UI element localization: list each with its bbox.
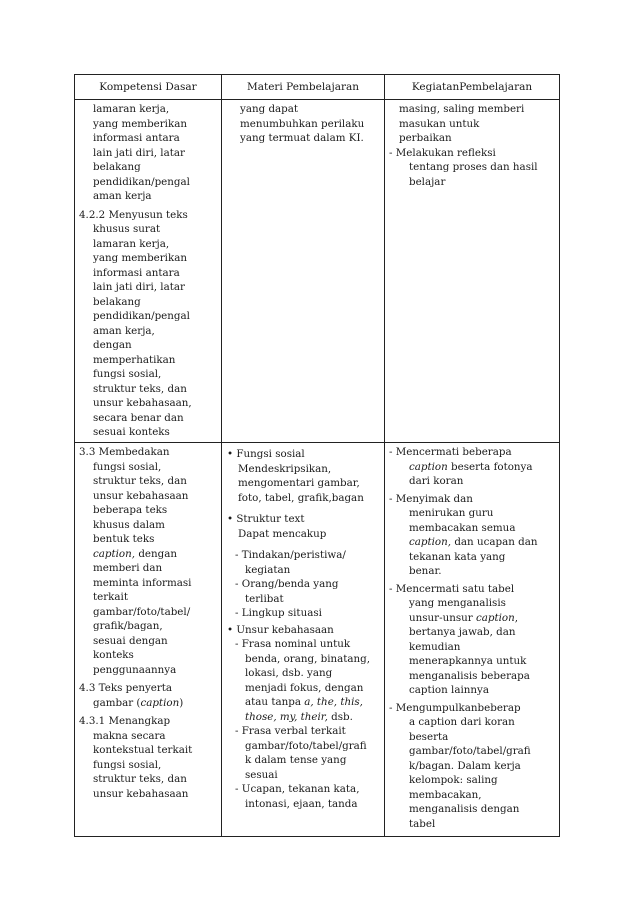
kd-4-3-1: 4.3.1 Menangkap makna secara kontekstual terkait fungsi sosial, struktur teks, dan unsur kebahasaan [79, 715, 193, 800]
kd-4-2-2: 4.2.2 Menyusun teks khusus surat lamaran kerja, yang memberikan informasi antara lain jati diri, latar belakang pendidikan/pengal aman kerja, dengan memperhatikan fungsi sosial, struktur teks, dan unsur kebahasaan, secara benar dan sesuai konteks [79, 208, 192, 438]
cell-kegiatan-pembelajaran [385, 100, 560, 443]
cell-kegiatan-pembelajaran [385, 443, 560, 837]
table-row [75, 443, 560, 837]
cell-kompetensi-dasar [75, 443, 222, 837]
materi-continued-text: yang dapat menumbuhkan perilaku yang termuat dalam KI. [240, 103, 365, 144]
kegiatan-item: - Melakukan refleksi tentang proses dan hasil belajar [389, 146, 538, 188]
kegiatan-continued-text: masing, saling memberi masukan untuk perbaikan [399, 103, 525, 144]
header-kegiatan-pembelajaran: KegiatanPembelajaran [385, 75, 560, 100]
table-header-row [75, 75, 560, 100]
kegiatan-item: - Menyimak dan menirukan guru membacakan semua caption, dan ucapan dan tekanan kata yang benar. [389, 492, 538, 577]
struktur-text-item: • Struktur text [227, 513, 305, 525]
kd-3-3: 3.3 Membedakan fungsi sosial, struktur teks, dan unsur kebahasaan beberapa teks khusus dalam bentuk teks caption, dengan memberi dan meminta informasi terkait gambar/foto/tabel/ grafik/bagan, sesuai dengan konteks penggunaannya [79, 446, 192, 676]
cell-materi-pembelajaran [222, 100, 385, 443]
kd-4-3: 4.3 Teks penyerta gambar (caption) [79, 682, 184, 709]
cell-kompetensi-dasar [75, 100, 222, 443]
kegiatan-item: - Mengumpulkanbeberap a caption dari koran beserta gambar/foto/tabel/grafi k/bagan. Dalam kerja kelompok: saling membacakan, menganalisis dengan tabel [389, 701, 531, 830]
kd-number: 4.3.1 [79, 715, 106, 727]
unsur-list: - Frasa nominal untuk benda, orang, binatang, lokasi, dsb. yang menjadi fokus, dengan atau tanpa a, the, this, those, my, their, dsb. - Frasa verbal terkait gambar/foto/tabel/grafi k dalam tense yang sesuai - Ucapan, tekanan kata, intonasi, ejaan, tanda [235, 638, 371, 810]
kd-number: 4.2.2 [79, 208, 106, 221]
kd-continued-text: lamaran kerja, yang memberikan informasi antara lain jati diri, latar belakang pendidikan/pengal aman kerja [93, 103, 190, 202]
fungsi-sosial-item: • Fungsi sosial [227, 448, 305, 460]
table-row [75, 100, 560, 443]
lesson-plan-table [74, 74, 560, 837]
struktur-list: - Tindakan/peristiwa/ kegiatan - Orang/benda yang terlibat - Lingkup situasi [235, 549, 346, 619]
kegiatan-item: - Mencermati beberapa caption beserta fotonya dari koran [389, 446, 533, 487]
header-materi-pembelajaran: Materi Pembelajaran [222, 75, 385, 100]
header-kompetensi-dasar: Kompetensi Dasar [75, 75, 222, 100]
kd-number: 3.3 [79, 446, 96, 458]
unsur-kebahasaan-item: • Unsur kebahasaan [227, 623, 334, 636]
cell-materi-pembelajaran: • Fungsi sosial Mendeskripsikan, mengomentari gambar, foto, tabel, grafik,bagan • Struktur text Dapat mencakup - Tindakan/peristiwa/ kegiatan - Orang/benda yang terlibat - Lingkup situasi • Unsur kebahasaan - Frasa nominal untuk benda, orang, binatang, lokasi, dsb. yang menjadi fokus, dengan atau tanpa a, the, this, those, my, their, dsb. - Frasa verbal terkait gambar/foto/tabel/grafi k dalam tense yang sesuai - Ucapan, tekanan kata, intonasi, ejaan, tanda [222, 443, 385, 837]
kegiatan-item: - Mencermati satu tabel yang menganalisis unsur-unsur caption, bertanya jawab, dan kemudian menerapkannya untuk menganalisis beberapa caption lainnya [389, 582, 530, 696]
kd-number: 4.3 [79, 682, 96, 694]
